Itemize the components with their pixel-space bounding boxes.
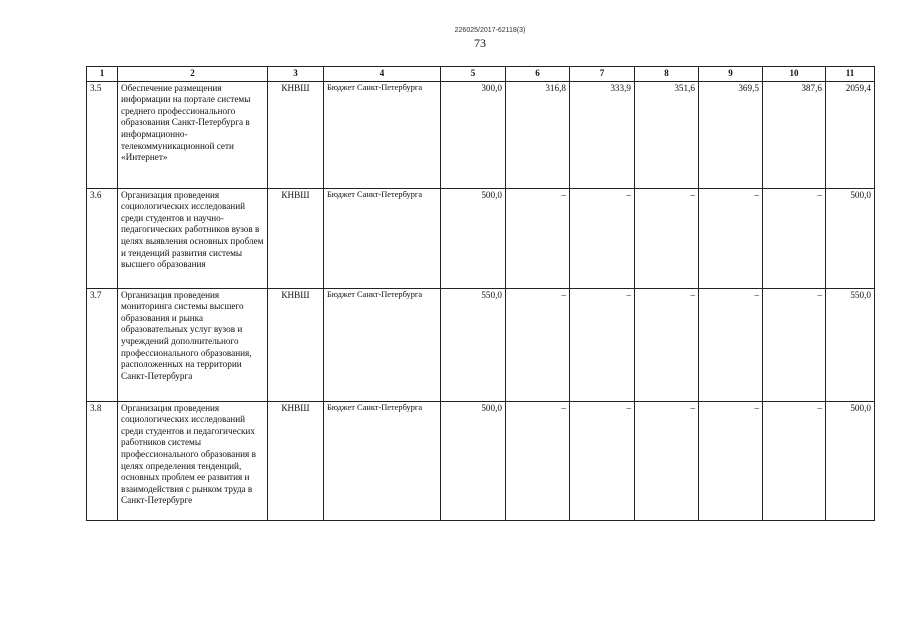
row-value: 333,9 (570, 81, 635, 188)
row-total: 500,0 (826, 401, 875, 520)
row-value: – (635, 188, 699, 288)
row-executor: КНВШ (268, 188, 324, 288)
table-row (87, 288, 875, 401)
column-header: 3 (268, 67, 324, 82)
row-funding-source: Бюджет Санкт-Петербурга (324, 288, 441, 401)
program-table (86, 66, 875, 521)
page-number: 73 (474, 36, 486, 50)
row-activity-name: Организация проведения социологических исследований среди студентов и педагогических работников системы профессионального образования в целях определения тенденций, основных проблем ее развития и взаимодействия с рынком труда в Санкт-Петербурге (118, 401, 268, 520)
column-header: 4 (324, 67, 441, 82)
column-header: 11 (826, 67, 875, 82)
row-activity-name: Обеспечение размещения информации на портале системы среднего профессионального образования Санкт-Петербурга в информационно-телекоммуникационной сети «Интернет» (118, 81, 268, 188)
column-header: 6 (506, 67, 570, 82)
column-header: 2 (118, 67, 268, 82)
row-value: – (635, 288, 699, 401)
table-row (87, 188, 875, 288)
row-funding-source: Бюджет Санкт-Петербурга (324, 81, 441, 188)
row-value: – (635, 401, 699, 520)
row-value: 316,8 (506, 81, 570, 188)
row-activity-name: Организация проведения мониторинга системы высшего образования и рынка образовательных услуг вузов и учреждений дополнительного профессионального образования, расположенных на территории Санкт-Петербурга (118, 288, 268, 401)
row-value: 550,0 (441, 288, 506, 401)
row-value: – (506, 288, 570, 401)
column-header: 5 (441, 67, 506, 82)
row-executor: КНВШ (268, 288, 324, 401)
header-row (87, 67, 875, 82)
document-id: 226025/2017-62118(3) (454, 27, 526, 34)
row-number: 3.5 (87, 81, 118, 188)
row-value: – (506, 401, 570, 520)
row-executor: КНВШ (268, 81, 324, 188)
row-value: – (699, 188, 763, 288)
table-row (87, 401, 875, 520)
row-value: – (763, 188, 826, 288)
row-total: 550,0 (826, 288, 875, 401)
row-value: – (699, 288, 763, 401)
row-value: – (763, 401, 826, 520)
row-funding-source: Бюджет Санкт-Петербурга (324, 401, 441, 520)
row-number: 3.8 (87, 401, 118, 520)
row-value: 369,5 (699, 81, 763, 188)
row-value: – (699, 401, 763, 520)
row-funding-source: Бюджет Санкт-Петербурга (324, 188, 441, 288)
row-number: 3.7 (87, 288, 118, 401)
row-value: 500,0 (441, 188, 506, 288)
row-total: 2059,4 (826, 81, 875, 188)
row-value: 500,0 (441, 401, 506, 520)
column-header: 10 (763, 67, 826, 82)
row-value: – (506, 188, 570, 288)
row-value: 387,6 (763, 81, 826, 188)
table-row (87, 81, 875, 188)
column-header: 7 (570, 67, 635, 82)
row-value: – (570, 288, 635, 401)
row-value: 300,0 (441, 81, 506, 188)
row-value: 351,6 (635, 81, 699, 188)
row-number: 3.6 (87, 188, 118, 288)
column-header: 9 (699, 67, 763, 82)
row-value: – (763, 288, 826, 401)
row-value: – (570, 401, 635, 520)
row-executor: КНВШ (268, 401, 324, 520)
column-header: 8 (635, 67, 699, 82)
column-header: 1 (87, 67, 118, 82)
row-total: 500,0 (826, 188, 875, 288)
row-activity-name: Организация проведения социологических исследований среди студентов и научно-педагогических работников вузов в целях выявления основных проблем и тенденций развития системы высшего образования (118, 188, 268, 288)
row-value: – (570, 188, 635, 288)
